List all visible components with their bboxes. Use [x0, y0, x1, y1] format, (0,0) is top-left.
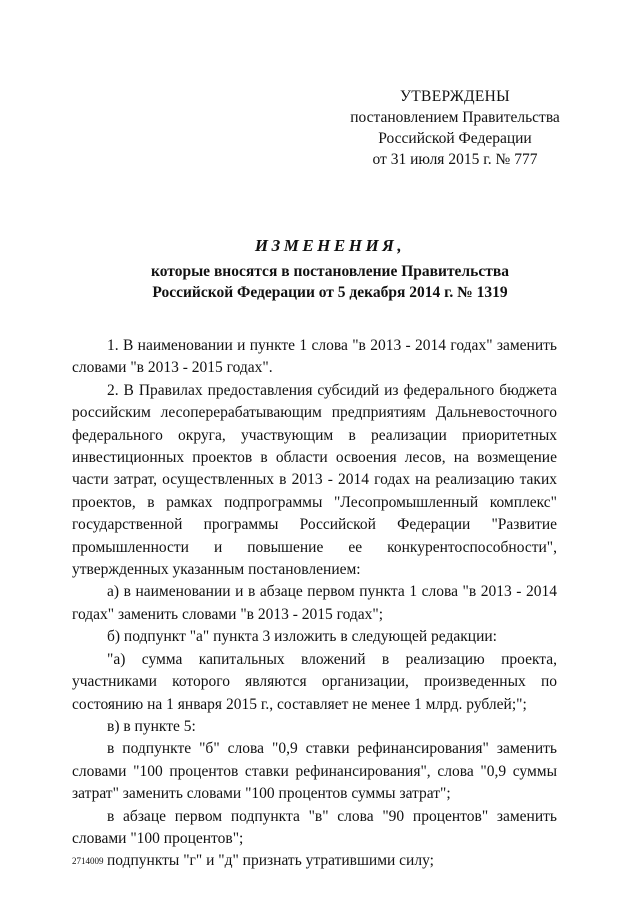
subtitle-line: Российской Федерации от 5 декабря 2014 г. № 1319: [152, 284, 508, 301]
paragraph: в подпункте "б" слова "0,9 ставки рефинансирования" заменить словами "100 процентов ставки рефинансирования", слова "0,9 суммы затрат" заменить словами "100 процентов суммы затрат";: [72, 740, 557, 803]
document-body: [72, 335, 557, 873]
approval-line: постановлением Правительства: [350, 109, 560, 126]
paragraph: "а) сумма капитальных вложений в реализацию проекта, участниками которого являются организации, произведенных по состоянию на 1 января 2015 г., составляет не менее 1 млрд. рублей;";: [72, 650, 557, 713]
approval-line: от 31 июля 2015 г. № 777: [372, 151, 538, 168]
document-subtitle: [60, 261, 600, 303]
approval-line: Российской Федерации: [378, 130, 532, 147]
paragraph: б) подпункт "а" пункта 3 изложить в следующей редакции:: [107, 628, 497, 646]
paragraph: а) в наименовании и в абзаце первом пункта 1 слова "в 2013 - 2014 годах" заменить словами "в 2013 - 2015 годах";: [72, 583, 557, 623]
approval-title: УТВЕРЖДЕНЫ: [400, 88, 510, 105]
document-title: ИЗМЕНЕНИЯ,: [254, 236, 406, 255]
approval-block: [330, 86, 580, 170]
document-code: 2714009: [72, 856, 104, 866]
subtitle-line: которые вносятся в постановление Правительства: [151, 263, 509, 280]
paragraph: в абзаце первом подпункта "в" слова "90 процентов" заменить словами "100 процентов";: [72, 807, 557, 847]
paragraph: подпункты "г" и "д" признать утратившими силу;: [107, 852, 434, 870]
paragraph: 1. В наименовании и пункте 1 слова "в 2013 - 2014 годах" заменить словами "в 2013 - 2015 годах".: [72, 337, 557, 377]
paragraph: в) в пункте 5:: [107, 717, 196, 735]
paragraph: 2. В Правилах предоставления субсидий из федерального бюджета российским лесоперерабатывающим предприятиям Дальневосточного федерального округа, участвующим в реализации приоритетных инвестиционных проектов в области освоения лесов, на возмещение части затрат, осуществленных в 2013 - 2014 годах на реализацию таких проектов, в рамках подпрограммы "Лесопромышленный комплекс" государственной программы Российской Федерации "Развитие промышленности и повышение ее конкурентоспособности", утвержденных указанным постановлением:: [72, 381, 557, 579]
